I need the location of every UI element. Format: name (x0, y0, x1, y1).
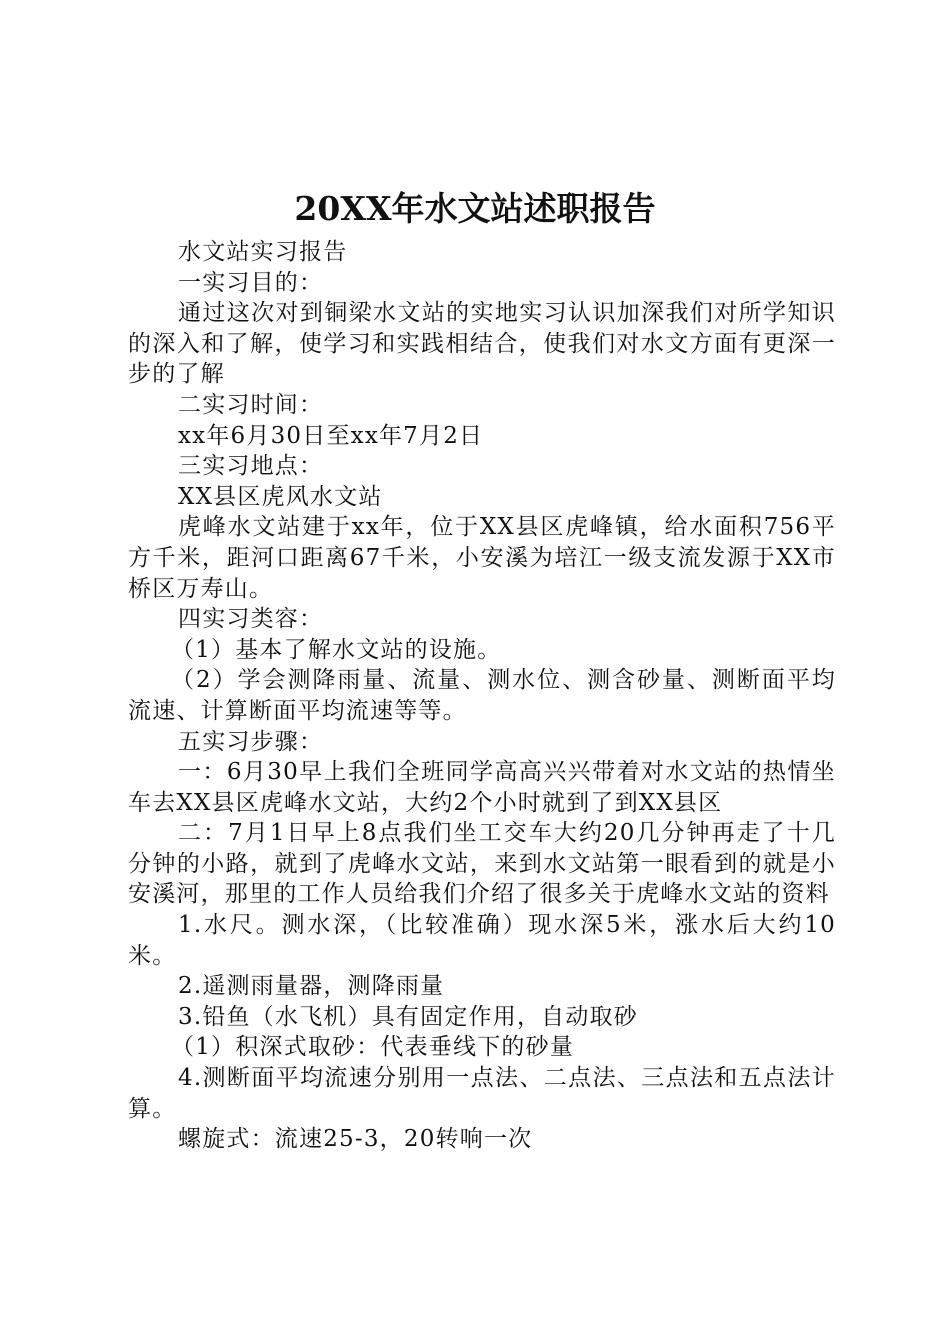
section-heading: 五实习步骤： (178, 728, 324, 755)
paragraph: 一：6月30早上我们全班同学高高兴兴带着对水文站的热情坐车去XX县区虎峰水文站，大约2个小时就到了到XX县区 (128, 759, 836, 816)
list-item: 2.遥测雨量器，测降雨量 (178, 973, 445, 1000)
paragraph: 螺旋式：流速25-3，20转响一次 (178, 1126, 533, 1153)
list-item: 3.铅鱼（水飞机）具有固定作用，自动取砂 (178, 1003, 638, 1030)
list-item: 1.水尺。测水深，（比较准确）现水深5米，涨水后大约10米。 (128, 912, 836, 969)
list-item: （1）积深式取砂：代表垂线下的砂量 (171, 1034, 575, 1061)
paragraph: 虎峰水文站建于xx年，位于XX县区虎峰镇，给水面积756平方千米，距河口距离67千米，小安溪为培江一级支流发源于XX市桥区万寿山。 (128, 514, 836, 602)
document-title: 20XX年水文站述职报告 (294, 189, 656, 228)
section-heading: 四实习类容： (178, 606, 324, 633)
paragraph: 水文站实习报告 (178, 239, 348, 265)
section-heading: 二实习时间： (178, 391, 324, 418)
section-heading: 一实习目的： (178, 269, 324, 296)
paragraph: 二：7月1日早上8点我们坐工交车大约20几分钟再走了十几分钟的小路，就到了虎峰水文站，来到水文站第一眼看到的就是小安溪河，那里的工作人员给我们介绍了很多关于虎峰水文站的资料 (128, 820, 836, 908)
list-item: （2）学会测降雨量、流量、测水位、测含砂量、测断面平均流速、计算断面平均流速等等。 (128, 667, 836, 724)
list-item: （1）基本了解水文站的设施。 (171, 636, 502, 663)
list-item: 4.测断面平均流速分别用一点法、二点法、三点法和五点法计算。 (128, 1065, 836, 1122)
section-heading: 三实习地点： (178, 453, 324, 480)
document-body (128, 237, 836, 1155)
paragraph: xx年6月30日至xx年7月2日 (178, 422, 484, 449)
paragraph: XX县区虎风水文站 (178, 483, 383, 510)
paragraph: 通过这次对到铜梁水文站的实地实习认识加深我们对所学知识的深入和了解，使学习和实践相结合，使我们对水文方面有更深一步的了解 (128, 300, 836, 388)
